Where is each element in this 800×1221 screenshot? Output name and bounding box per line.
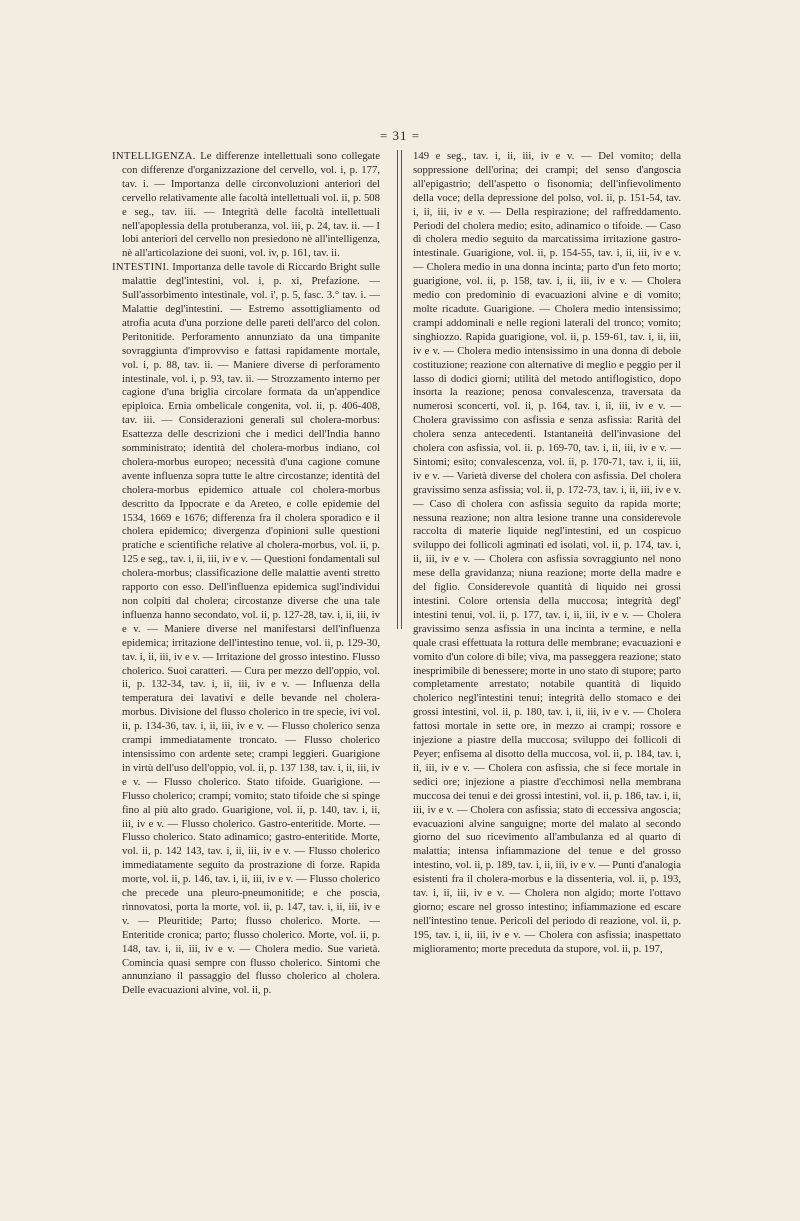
entry-heading: INTELLIGENZA. [112, 150, 196, 162]
index-entry-continuation: 149 e seg., tav. i, ii, iii, iv e v. — Del vomito; della soppressione dell'orina; dei crampi; del senso d'angoscia all'epigastrio; dell'aspetto o fisonomia; dell'infievolimento della voce; della depressione del polso, vol. ii, p. 151-54, tav. i, ii, iii, iv e v. — Della respirazione; del raffreddamento. Periodi del cholera medio; esito, adinamico o tifoide. — Caso di cholera medio seguito da marcatissima irritazione gastro-intestinale. Guarigione, vol. ii, p. 154-55, tav. i, ii, iii, iv e v. — Cholera medio in una donna incinta; parto d'un feto morto; guarigione, vol. ii, p. 158, tav. i, ii, iii, iv e v. — Cholera medio con predominio di evacuazioni alvine e di vomito; molte ricadute. Guarigione. — Cholera medio intensissimo; crampi addominali e nelle regioni laterali del tronco; vomito; singhiozzo. Rapida guarigione, vol. ii, p. 159-61, tav. i, ii, iii, iv e v. — Cholera medio intensissimo in una donna di debole costituzione; reazione con alternative di meglio e peggio per il lasso di dodici giorni; utilità del metodo antiflogistico, dopo insorta la reazione; penosa convalescenza, traversata da numerosi sconcerti, vol. ii, p. 164, tav. i, ii, iii, iv e v. — Cholera gravissimo con asfissia e senza asfissia: Rarità del cholera senza antecedenti. Istantaneità dell'invasione del cholera con asfissia, vol. ii. p. 169-70, tav. i, ii, iii, iv e v. — Sintomi; esito; convalescenza, vol. ii, p. 170-71, tav. i, ii, iii, iv e v. — Varietà diverse del cholera con asfissia. Del cholera gravissimo senza asfissia; vol. ii, p. 172-73, tav. i, ii, iii, iv e v. — Caso di cholera con asfissia seguito da rapida morte; nessuna reazione; non altra lesione tranne una considerevole raccolta di materie liquide negl'intestini, ed un cospicuo sviluppo dei follicoli agminati ed isolati, vol. ii, p. 174, tav. i, ii, iii, iv e v. — Cholera con asfissia sovraggiunto nel nono mese della gravidanza; niuna reazione; morte della madre e del figlio. Considerevole quantità di liquido nei grossi intestini. Colore ortensia della muccosa; integrità degl' intestini tenui, vol. ii, p. 177, tav. i, ii, iii, iv e v. — Cholera gravissimo senza asfissia in una incinta a termine, e nella quale crasi effettuata la rottura delle membrane; evacuazioni e vomito d'un colore di bile; viva, ma passeggera reazione; stato inesprimibile di benessere; morte in uno stato di stupore; parto completamente arrestato; notabile quantità di liquido cholerico negl'intestini tenui; integrità dello stomaco e dei grossi intestini, vol. ii, p. 180, tav. i, ii, iii, iv e v. — Cholera fattosi mortale in sette ore, in mezzo ai crampi; rossore e injezione a piastre della muccosa; sviluppo dei follicoli di Peyer; enfisema al disotto della muccosa, vol. ii, p. 184, tav. i, ii, iii, iv e v. — Cholera con asfissia, che si fece mortale in sedici ore; injezione a piastre d'ecchimosi nella membrana muccosa dei tenui e dei grossi intestini, vol. ii, p. 186, tav. i, ii, iii, iv e v. — Cholera con asfissia; stato di eccessiva angoscia; evacuazioni alvine sanguigne; morte del malato al secondo giorno del suo ricevimento all'ambulanza ed al quarto di malattia; intensa infiammazione del tenue e del grosso intestino, vol. ii, p. 189, tav. i, ii, iii, iv e v. — Punti d'analogia esistenti fra il cholera-morbus e la dissenteria, vol. ii, p. 193, tav. i, ii, iii, iv e v. — Cholera non algido; morte l'ottavo giorno; escare nel grosso intestino; infiammazione ed escare nell'intestino tenue. Pericoli del periodo di reazione, vol. ii, p. 195, tav. i, ii, iii, iv e v. — Cholera con asfissia; inaspettato miglioramento; morte preceduta da stupore, vol. ii, p. 197, [413, 150, 681, 955]
index-entry-intestini [112, 261, 380, 998]
entry-text: Le differenze intellettuali sono collegate con differenze d'organizzazione del cervello, vol. i, p. 177, tav. i. — Importanza delle circonvoluzioni anteriori del cervello relativamente alle facoltà intellettuali vol. ii, p. 508 e seg., tav. iii. — Integrità delle facoltà intellettuali nell'apoplessia della protuberanza, vol. iii, p. 24, tav. ii. — I lobi anteriori del cervello non presiedono nè all'intelligenza, nè all'articolazione dei suoni, vol. iv, p. 161, tav. ii. [122, 150, 381, 260]
page-number: = 31 = [379, 128, 421, 143]
entry-heading: INTESTINI. [112, 261, 170, 274]
index-entry-intelligenza [112, 150, 380, 261]
entry-text: Importanza delle tavole di Riccardo Bright sulle malattie degl'intestini, vol. i, p. xi, Prefazione. — Sull'assorbimento intestinale, vol. i', p. 5, fasc. 3.° tav. i. — Malattie degl'intestini. — Estremo assottigliamento od atrofia acuta d'una porzione delle pareti dell'arco del colon. Peritonitide. Perforamento annunziato da una timpanite sovraggiunta d'improvviso e fattasi rapidamente mortale, vol. i, p. 88, tav. ii. — Maniere diverse di perforamento intestinale, vol. i, p. 93, tav. ii. — Strozzamento interno per cagione d'una briglia circolare formata da un'appendice epiploica. Ernia ombelicale congenita, vol. ii, p. 406-408, tav. iii. — Considerazioni generali sul cholera-morbus: Esattezza delle descrizioni che i medici dell'India hanno somministrato; identità del cholera-morbus indiano, col cholera-morbus europeo; necessità d'una cagione comune avente influenza sopra tutte le altre circostanze; identità del cholera-morbus epidemico attuale col cholera-morbus descritto da Ippocrate e da Areteo, e colle epidemie del 1534, 1669 e 1676; differenza fra il cholera sporadico e il cholera epidemico; divergenza d'opinioni sulle questioni pratiche e scientifiche relative al cholera-morbus, vol. ii, p. 125 e seg., tav. i, ii, iii, iv e v. — Questioni fondamentali sul cholera-morbus; classificazione delle malattie aventi stretto rapporto con esso. Dell'influenza epidemica sugl'individui non colpiti dal cholera; circostanze diverse che una tale influenza hanno secondato, vol. ii, p. 127-28, tav. i, ii, iii, iv e v. — Maniere diverse nel manifestarsi dell'influenza epidemica; irritazione dell'intestino tenue, vol. ii, p. 129-30, tav. i, ii, iii, iv e v. — Irritazione del grosso intestino. Flusso cholerico. Suoi caratteri. — Cura per mezzo dell'oppio, vol. ii, p. 132-34, tav. i, ii, iii, iv e v. — Influenza della temperatura dei lavativi e delle bevande nel cholera-morbus. Divisione del flusso cholerico in tre specie, ivi vol. ii, p. 134-36, tav. i, ii, iii, iv e v. — Flusso cholerico senza crampi immediatamente troncato. — Flusso cholerico intensissimo con ardente sete; crampi leggieri. Guarigione in virtù dell'uso dell'oppio, vol. ii, p. 137 138, tav. i, ii, iii, iv e v. — Flusso cholerico. Stato tifoide. Guarigione. — Flusso cholerico; crampi; vomito; stato tifoide che si spinge fino al più alto grado. Guarigione, vol. ii, p. 140, tav. i, ii, iii, iv e v. — Flusso cholerico. Gastro-enteritide. Morte. — Flusso cholerico. Stato adinamico; gastro-enteritide. Morte, vol. ii, p. 142 143, tav. i, ii, iii, iv e v. — Flusso cholerico immediatamente seguito da prostrazione di forze. Rapida morte, vol. ii, p. 146, tav. i, ii, iii, iv e v. — Flusso cholerico che precede una pleuro-pneumonitide; e che poscia, rinnovatosi, porta la morte, vol. ii, p. 147, tav. i, ii, iii, iv e v. — Pleuritide; Parto; flusso cholerico. Morte. — Enteritide cronica; parto; flusso cholerico. Morte, vol. ii, p. 148, tav. i, ii, iii, iv e v. — Cholera medio. Sue varietà. Comincia quasi sempre con flusso cholerico. Sintomi che annunziano il passaggio del flusso cholerico al cholera. Delle evacuazioni alvine, vol. ii, p. [122, 261, 381, 997]
column-divider [397, 150, 402, 629]
left-column [112, 150, 380, 998]
right-column [413, 150, 681, 957]
